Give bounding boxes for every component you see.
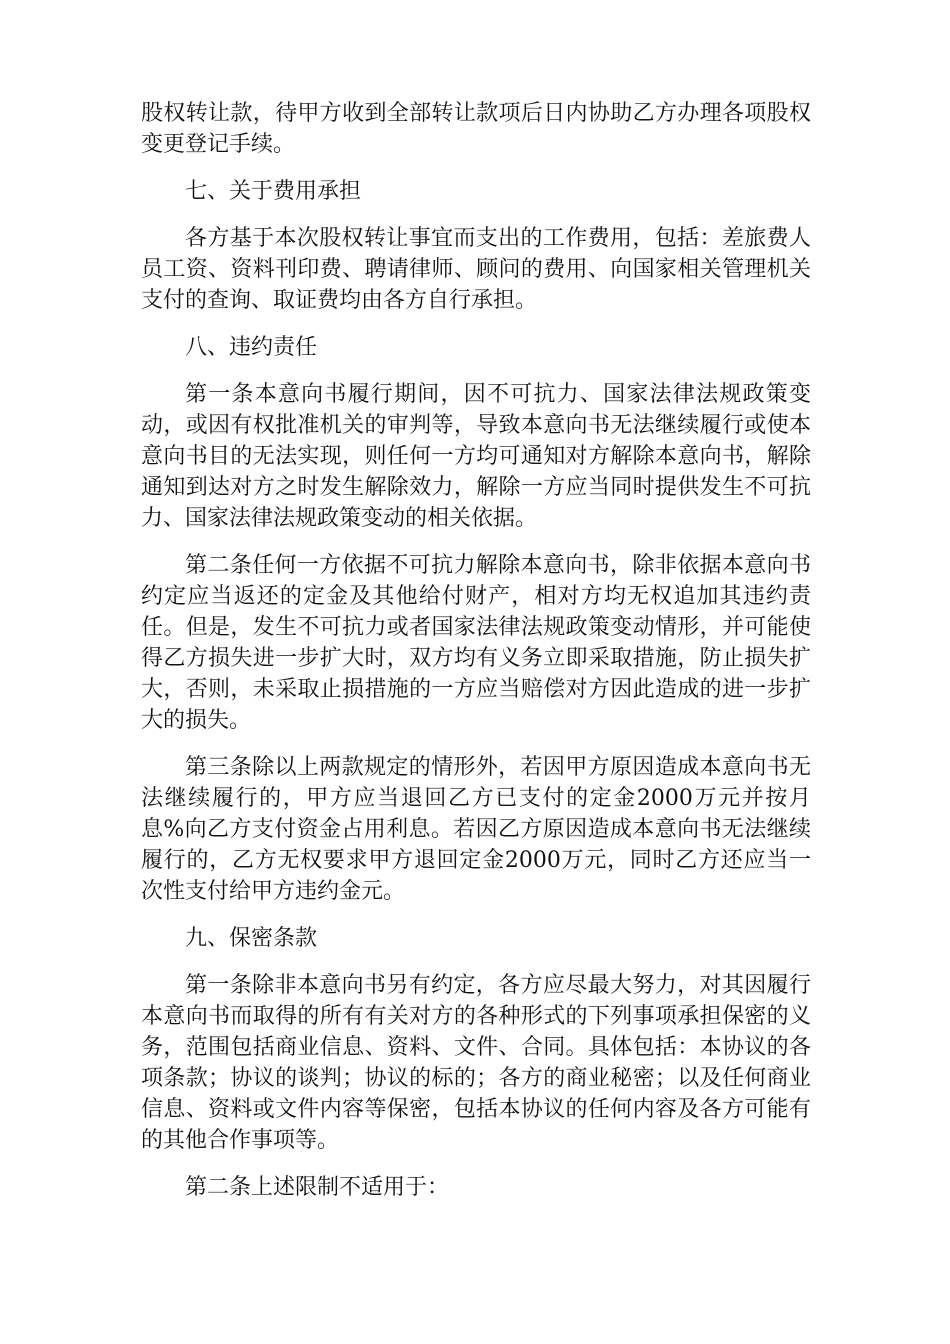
paragraph-liability-article-1: 第一条本意向书履行期间，因不可抗力、国家法律法规政策变动，或因有权批准机关的审判等，导致本意向书无法继续履行或使本意向书目的无法实现，则任何一方均可通知对方解除本意向书，解除通知到达对方之时发生解除效力，解除一方应当同时提供发生不可抗力、国家法律法规政策变动的相关依据。 [141, 382, 811, 531]
paragraph-confidentiality-article-2: 第二条上述限制不适用于： [185, 1175, 450, 1200]
section-heading-expenses: 七、关于费用承担 [185, 179, 362, 204]
section-heading-confidentiality: 九、保密条款 [185, 926, 318, 951]
section-heading-liability: 八、违约责任 [185, 335, 318, 360]
paragraph-expenses: 各方基于本次股权转让事宜而支出的工作费用，包括：差旅费人员工资、资料刊印费、聘请律师、顾问的费用、向国家相关管理机关支付的查询、取证费均由各方自行承担。 [141, 226, 811, 313]
paragraph-confidentiality-article-1: 第一条除非本意向书另有约定，各方应尽最大努力，对其因履行本意向书而取得的所有有关对方的各种形式的下列事项承担保密的义务，范围包括商业信息、资料、文件、合同。具体包括：本协议的各项条款；协议的谈判；协议的标的；各方的商业秘密；以及任何商业信息、资料或文件内容等保密，包括本协议的任何内容及各方可能有的其他合作事项等。 [141, 973, 811, 1153]
paragraph-liability-article-3: 第三条除以上两款规定的情形外，若因甲方原因造成本意向书无法继续履行的，甲方应当退回乙方已支付的定金2000万元并按月息%向乙方支付资金占用利息。若因乙方原因造成本意向书无法继续履行的，乙方无权要求甲方退回定金2000万元，同时乙方还应当一次性支付给甲方违约金元。 [141, 755, 811, 904]
paragraph-share-transfer-payment: 股权转让款，待甲方收到全部转让款项后日内协助乙方办理各项股权变更登记手续。 [141, 101, 811, 157]
document-body [141, 98, 811, 1219]
paragraph-liability-article-2: 第二条任何一方依据不可抗力解除本意向书，除非依据本意向书约定应当返还的定金及其他给付财产，相对方均无权追加其违约责任。但是，发生不可抗力或者国家法律法规政策变动情形，并可能使得乙方损失进一步扩大时，双方均有义务立即采取措施，防止损失扩大，否则，未采取止损措施的一方应当赔偿对方因此造成的进一步扩大的损失。 [141, 553, 811, 733]
